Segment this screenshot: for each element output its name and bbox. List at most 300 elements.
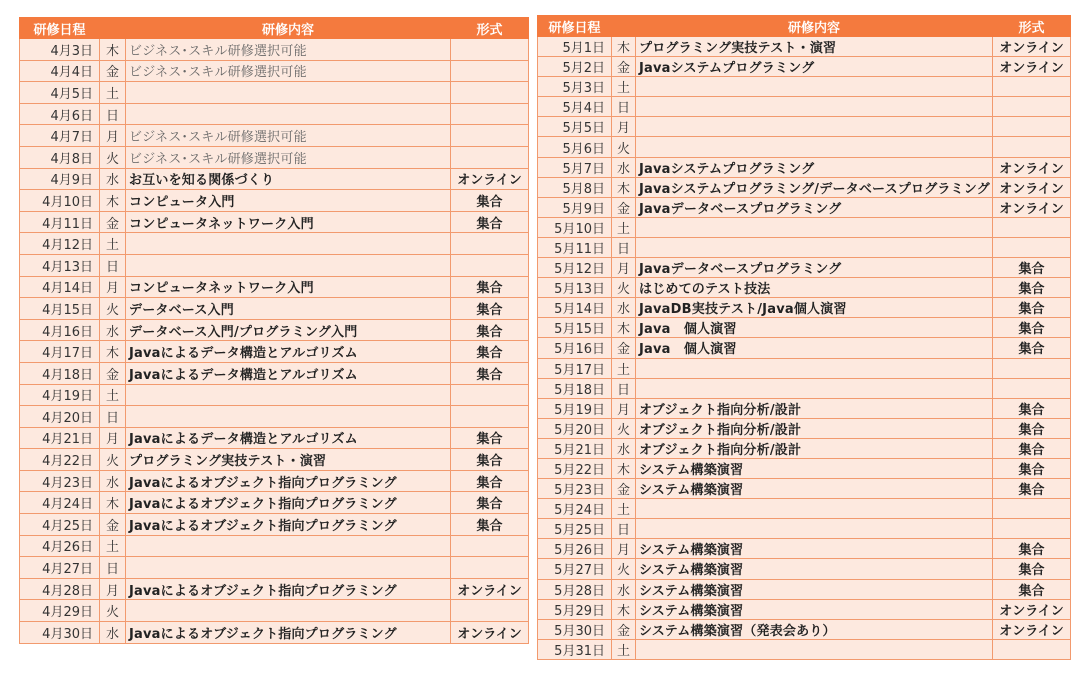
content-cell: JavaDB実技テスト/Java個人演習 bbox=[636, 298, 993, 318]
date-cell: 4月29日 bbox=[20, 600, 100, 622]
content-cell bbox=[636, 237, 993, 257]
table-row bbox=[20, 341, 529, 363]
day-of-week-cell: 火 bbox=[612, 418, 636, 438]
table-row bbox=[538, 258, 1071, 278]
day-of-week-cell: 木 bbox=[612, 177, 636, 197]
date-cell: 5月31日 bbox=[538, 639, 612, 659]
content-cell: オブジェクト指向分析/設計 bbox=[636, 398, 993, 418]
format-cell bbox=[993, 77, 1071, 97]
table-row bbox=[20, 535, 529, 557]
format-cell bbox=[451, 557, 529, 579]
format-cell bbox=[993, 237, 1071, 257]
table-row bbox=[538, 37, 1071, 57]
content-cell: システム構築演習 bbox=[636, 458, 993, 478]
table-row bbox=[538, 318, 1071, 338]
content-cell: システム構築演習 bbox=[636, 539, 993, 559]
format-cell: オンライン bbox=[451, 622, 529, 644]
date-cell: 5月29日 bbox=[538, 599, 612, 619]
content-cell: オブジェクト指向分析/設計 bbox=[636, 418, 993, 438]
format-cell bbox=[451, 600, 529, 622]
date-cell: 5月11日 bbox=[538, 237, 612, 257]
day-of-week-cell: 水 bbox=[100, 622, 126, 644]
date-cell: 5月5日 bbox=[538, 117, 612, 137]
format-cell: 集合 bbox=[451, 449, 529, 471]
day-of-week-cell: 木 bbox=[612, 318, 636, 338]
format-cell bbox=[451, 103, 529, 125]
format-cell bbox=[451, 60, 529, 82]
date-cell: 5月19日 bbox=[538, 398, 612, 418]
format-cell: オンライン bbox=[993, 177, 1071, 197]
format-cell: 集合 bbox=[993, 579, 1071, 599]
content-cell: Java 個人演習 bbox=[636, 338, 993, 358]
day-of-week-cell: 金 bbox=[612, 57, 636, 77]
day-of-week-cell: 金 bbox=[612, 197, 636, 217]
content-cell bbox=[126, 384, 451, 406]
format-cell: オンライン bbox=[451, 168, 529, 190]
day-of-week-cell: 土 bbox=[100, 535, 126, 557]
format-cell: オンライン bbox=[993, 599, 1071, 619]
content-cell bbox=[636, 137, 993, 157]
table-row bbox=[538, 217, 1071, 237]
content-cell: コンピュータ入門 bbox=[126, 190, 451, 212]
day-of-week-cell: 日 bbox=[100, 103, 126, 125]
date-cell: 5月18日 bbox=[538, 378, 612, 398]
content-cell: コンピュータネットワーク入門 bbox=[126, 211, 451, 233]
date-cell: 5月24日 bbox=[538, 499, 612, 519]
table-row bbox=[20, 600, 529, 622]
date-cell: 5月4日 bbox=[538, 97, 612, 117]
day-of-week-cell: 火 bbox=[100, 600, 126, 622]
date-cell: 5月25日 bbox=[538, 519, 612, 539]
table-row bbox=[20, 233, 529, 255]
table-row bbox=[538, 519, 1071, 539]
table-row bbox=[20, 60, 529, 82]
day-of-week-cell: 土 bbox=[100, 233, 126, 255]
day-of-week-cell: 金 bbox=[612, 479, 636, 499]
table-row bbox=[20, 82, 529, 104]
date-cell: 4月30日 bbox=[20, 622, 100, 644]
date-cell: 5月14日 bbox=[538, 298, 612, 318]
format-cell: オンライン bbox=[993, 57, 1071, 77]
content-cell: はじめてのテスト技法 bbox=[636, 278, 993, 298]
table-row bbox=[20, 557, 529, 579]
header-content: 研修内容 bbox=[636, 16, 993, 37]
format-cell bbox=[993, 639, 1071, 659]
date-cell: 5月16日 bbox=[538, 338, 612, 358]
content-cell: Javaによるオブジェクト指向プログラミング bbox=[126, 514, 451, 536]
day-of-week-cell: 水 bbox=[612, 298, 636, 318]
content-cell bbox=[126, 103, 451, 125]
format-cell: 集合 bbox=[451, 341, 529, 363]
table-row bbox=[538, 458, 1071, 478]
schedule-table-april bbox=[19, 17, 529, 644]
table-row bbox=[20, 211, 529, 233]
date-cell: 5月8日 bbox=[538, 177, 612, 197]
table-row bbox=[20, 146, 529, 168]
day-of-week-cell: 金 bbox=[100, 60, 126, 82]
table-row bbox=[538, 479, 1071, 499]
day-of-week-cell: 土 bbox=[612, 358, 636, 378]
content-cell: システム構築演習 bbox=[636, 579, 993, 599]
table-row bbox=[538, 639, 1071, 659]
format-cell: 集合 bbox=[451, 276, 529, 298]
date-cell: 4月25日 bbox=[20, 514, 100, 536]
date-cell: 4月4日 bbox=[20, 60, 100, 82]
day-of-week-cell: 水 bbox=[100, 470, 126, 492]
day-of-week-cell: 金 bbox=[100, 211, 126, 233]
table-row bbox=[538, 298, 1071, 318]
date-cell: 4月9日 bbox=[20, 168, 100, 190]
content-cell: Javaシステムプログラミング bbox=[636, 157, 993, 177]
format-cell: オンライン bbox=[451, 578, 529, 600]
table-row bbox=[20, 298, 529, 320]
day-of-week-cell: 月 bbox=[612, 539, 636, 559]
format-cell: 集合 bbox=[451, 514, 529, 536]
format-cell: 集合 bbox=[993, 539, 1071, 559]
format-cell bbox=[993, 378, 1071, 398]
content-cell bbox=[126, 600, 451, 622]
date-cell: 4月21日 bbox=[20, 427, 100, 449]
content-cell: Javaデータベースプログラミング bbox=[636, 258, 993, 278]
table-row bbox=[538, 438, 1071, 458]
format-cell: 集合 bbox=[993, 338, 1071, 358]
day-of-week-cell: 日 bbox=[612, 97, 636, 117]
table-row bbox=[538, 499, 1071, 519]
format-cell: 集合 bbox=[451, 362, 529, 384]
header-row bbox=[538, 16, 1071, 37]
table-row bbox=[20, 276, 529, 298]
format-cell bbox=[451, 535, 529, 557]
format-cell: オンライン bbox=[993, 37, 1071, 57]
date-cell: 4月16日 bbox=[20, 319, 100, 341]
date-cell: 5月23日 bbox=[538, 479, 612, 499]
content-cell bbox=[636, 499, 993, 519]
table-row bbox=[538, 97, 1071, 117]
format-cell bbox=[451, 233, 529, 255]
format-cell bbox=[451, 254, 529, 276]
format-cell: 集合 bbox=[993, 479, 1071, 499]
day-of-week-cell: 水 bbox=[612, 579, 636, 599]
format-cell: 集合 bbox=[993, 318, 1071, 338]
date-cell: 5月9日 bbox=[538, 197, 612, 217]
date-cell: 4月14日 bbox=[20, 276, 100, 298]
day-of-week-cell: 火 bbox=[100, 146, 126, 168]
date-cell: 4月8日 bbox=[20, 146, 100, 168]
date-cell: 5月12日 bbox=[538, 258, 612, 278]
date-cell: 4月24日 bbox=[20, 492, 100, 514]
table-row bbox=[20, 39, 529, 61]
format-cell: 集合 bbox=[993, 438, 1071, 458]
table-row bbox=[538, 177, 1071, 197]
content-cell: お互いを知る関係づくり bbox=[126, 168, 451, 190]
content-cell: ビジネス･スキル研修選択可能 bbox=[126, 146, 451, 168]
day-of-week-cell: 日 bbox=[100, 406, 126, 428]
content-cell: オブジェクト指向分析/設計 bbox=[636, 438, 993, 458]
table-row bbox=[538, 237, 1071, 257]
table-row bbox=[538, 378, 1071, 398]
format-cell: 集合 bbox=[993, 298, 1071, 318]
content-cell bbox=[636, 639, 993, 659]
header-date: 研修日程 bbox=[538, 16, 612, 37]
table-row bbox=[538, 358, 1071, 378]
table-row bbox=[538, 579, 1071, 599]
format-cell bbox=[451, 146, 529, 168]
day-of-week-cell: 金 bbox=[100, 514, 126, 536]
date-cell: 4月6日 bbox=[20, 103, 100, 125]
format-cell: オンライン bbox=[993, 197, 1071, 217]
format-cell: 集合 bbox=[451, 190, 529, 212]
table-row bbox=[538, 599, 1071, 619]
header-content: 研修内容 bbox=[126, 18, 451, 39]
day-of-week-cell: 月 bbox=[100, 578, 126, 600]
content-cell: Javaシステムプログラミング bbox=[636, 57, 993, 77]
content-cell: データベース入門/プログラミング入門 bbox=[126, 319, 451, 341]
header-row bbox=[20, 18, 529, 39]
day-of-week-cell: 木 bbox=[100, 341, 126, 363]
table-row bbox=[538, 157, 1071, 177]
content-cell bbox=[126, 406, 451, 428]
day-of-week-cell: 木 bbox=[612, 599, 636, 619]
format-cell: 集合 bbox=[993, 418, 1071, 438]
format-cell bbox=[451, 125, 529, 147]
day-of-week-cell: 日 bbox=[100, 557, 126, 579]
content-cell bbox=[636, 519, 993, 539]
format-cell bbox=[993, 499, 1071, 519]
date-cell: 5月17日 bbox=[538, 358, 612, 378]
date-cell: 5月10日 bbox=[538, 217, 612, 237]
content-cell: プログラミング実技テスト・演習 bbox=[636, 37, 993, 57]
date-cell: 4月13日 bbox=[20, 254, 100, 276]
day-of-week-cell: 日 bbox=[612, 519, 636, 539]
content-cell: Javaによるデータ構造とアルゴリズム bbox=[126, 427, 451, 449]
date-cell: 4月10日 bbox=[20, 190, 100, 212]
format-cell: 集合 bbox=[451, 470, 529, 492]
date-cell: 4月5日 bbox=[20, 82, 100, 104]
content-cell: Javaによるオブジェクト指向プログラミング bbox=[126, 578, 451, 600]
format-cell: 集合 bbox=[993, 398, 1071, 418]
format-cell bbox=[993, 117, 1071, 137]
format-cell bbox=[993, 137, 1071, 157]
date-cell: 4月11日 bbox=[20, 211, 100, 233]
day-of-week-cell: 水 bbox=[612, 157, 636, 177]
table-row bbox=[20, 168, 529, 190]
header-format: 形式 bbox=[451, 18, 529, 39]
table-row bbox=[538, 197, 1071, 217]
day-of-week-cell: 月 bbox=[612, 258, 636, 278]
date-cell: 5月30日 bbox=[538, 619, 612, 639]
content-cell bbox=[636, 77, 993, 97]
day-of-week-cell: 水 bbox=[612, 438, 636, 458]
content-cell bbox=[126, 233, 451, 255]
format-cell: 集合 bbox=[451, 427, 529, 449]
format-cell bbox=[993, 358, 1071, 378]
content-cell bbox=[126, 254, 451, 276]
date-cell: 4月28日 bbox=[20, 578, 100, 600]
date-cell: 4月7日 bbox=[20, 125, 100, 147]
date-cell: 4月22日 bbox=[20, 449, 100, 471]
day-of-week-cell: 月 bbox=[100, 125, 126, 147]
content-cell bbox=[636, 97, 993, 117]
content-cell: Javaによるデータ構造とアルゴリズム bbox=[126, 362, 451, 384]
format-cell: 集合 bbox=[993, 278, 1071, 298]
table-row bbox=[538, 619, 1071, 639]
date-cell: 5月6日 bbox=[538, 137, 612, 157]
date-cell: 4月15日 bbox=[20, 298, 100, 320]
date-cell: 4月19日 bbox=[20, 384, 100, 406]
date-cell: 5月22日 bbox=[538, 458, 612, 478]
format-cell bbox=[993, 519, 1071, 539]
date-cell: 5月13日 bbox=[538, 278, 612, 298]
day-of-week-cell: 日 bbox=[612, 237, 636, 257]
date-cell: 4月27日 bbox=[20, 557, 100, 579]
day-of-week-cell: 金 bbox=[612, 619, 636, 639]
day-of-week-cell: 火 bbox=[612, 559, 636, 579]
content-cell bbox=[636, 117, 993, 137]
format-cell: 集合 bbox=[451, 492, 529, 514]
schedule-table-may bbox=[537, 15, 1071, 660]
day-of-week-cell: 土 bbox=[612, 77, 636, 97]
content-cell bbox=[636, 217, 993, 237]
content-cell: コンピュータネットワーク入門 bbox=[126, 276, 451, 298]
date-cell: 4月26日 bbox=[20, 535, 100, 557]
content-cell bbox=[636, 378, 993, 398]
format-cell: 集合 bbox=[451, 298, 529, 320]
table-row bbox=[20, 427, 529, 449]
day-of-week-cell: 月 bbox=[612, 117, 636, 137]
day-of-week-cell: 木 bbox=[612, 37, 636, 57]
content-cell: Javaによるオブジェクト指向プログラミング bbox=[126, 492, 451, 514]
date-cell: 5月21日 bbox=[538, 438, 612, 458]
content-cell: システム構築演習（発表会あり） bbox=[636, 619, 993, 639]
date-cell: 4月12日 bbox=[20, 233, 100, 255]
header-format: 形式 bbox=[993, 16, 1071, 37]
day-of-week-cell: 土 bbox=[612, 639, 636, 659]
header-date: 研修日程 bbox=[20, 18, 100, 39]
format-cell: オンライン bbox=[993, 619, 1071, 639]
day-of-week-cell: 土 bbox=[612, 499, 636, 519]
format-cell: 集合 bbox=[451, 211, 529, 233]
format-cell bbox=[451, 384, 529, 406]
day-of-week-cell: 土 bbox=[100, 384, 126, 406]
day-of-week-cell: 木 bbox=[100, 492, 126, 514]
day-of-week-cell: 火 bbox=[100, 298, 126, 320]
format-cell: 集合 bbox=[993, 559, 1071, 579]
format-cell: 集合 bbox=[993, 458, 1071, 478]
table-row bbox=[538, 418, 1071, 438]
table-row bbox=[538, 278, 1071, 298]
table-row bbox=[20, 254, 529, 276]
day-of-week-cell: 日 bbox=[612, 378, 636, 398]
date-cell: 5月26日 bbox=[538, 539, 612, 559]
day-of-week-cell: 土 bbox=[100, 82, 126, 104]
format-cell bbox=[993, 97, 1071, 117]
table-row bbox=[538, 539, 1071, 559]
date-cell: 4月3日 bbox=[20, 39, 100, 61]
day-of-week-cell: 火 bbox=[612, 137, 636, 157]
content-cell: ビジネス･スキル研修選択可能 bbox=[126, 39, 451, 61]
format-cell: 集合 bbox=[451, 319, 529, 341]
table-row bbox=[20, 362, 529, 384]
table-row bbox=[20, 384, 529, 406]
day-of-week-cell: 日 bbox=[100, 254, 126, 276]
day-of-week-cell: 月 bbox=[100, 276, 126, 298]
table-row bbox=[20, 578, 529, 600]
day-of-week-cell: 金 bbox=[100, 362, 126, 384]
format-cell bbox=[451, 39, 529, 61]
content-cell: システム構築演習 bbox=[636, 559, 993, 579]
content-cell: Java 個人演習 bbox=[636, 318, 993, 338]
content-cell: Javaデータベースプログラミング bbox=[636, 197, 993, 217]
content-cell: Javaシステムプログラミング/データベースプログラミング bbox=[636, 177, 993, 197]
date-cell: 5月27日 bbox=[538, 559, 612, 579]
date-cell: 4月20日 bbox=[20, 406, 100, 428]
content-cell: データベース入門 bbox=[126, 298, 451, 320]
format-cell: 集合 bbox=[993, 258, 1071, 278]
format-cell: オンライン bbox=[993, 157, 1071, 177]
date-cell: 5月7日 bbox=[538, 157, 612, 177]
table-row bbox=[20, 514, 529, 536]
format-cell bbox=[993, 217, 1071, 237]
table-row bbox=[20, 125, 529, 147]
day-of-week-cell: 水 bbox=[100, 168, 126, 190]
day-of-week-cell: 木 bbox=[100, 190, 126, 212]
format-cell bbox=[451, 406, 529, 428]
table-row bbox=[20, 470, 529, 492]
table-row bbox=[538, 398, 1071, 418]
content-cell: システム構築演習 bbox=[636, 479, 993, 499]
table-row bbox=[20, 492, 529, 514]
content-cell: Javaによるオブジェクト指向プログラミング bbox=[126, 470, 451, 492]
header-dow bbox=[100, 18, 126, 39]
table-row bbox=[538, 77, 1071, 97]
content-cell: プログラミング実技テスト・演習 bbox=[126, 449, 451, 471]
content-cell bbox=[126, 535, 451, 557]
date-cell: 5月3日 bbox=[538, 77, 612, 97]
day-of-week-cell: 月 bbox=[100, 427, 126, 449]
table-row bbox=[538, 137, 1071, 157]
date-cell: 5月2日 bbox=[538, 57, 612, 77]
table-row bbox=[20, 319, 529, 341]
day-of-week-cell: 月 bbox=[612, 398, 636, 418]
date-cell: 4月23日 bbox=[20, 470, 100, 492]
date-cell: 5月20日 bbox=[538, 418, 612, 438]
header-dow bbox=[612, 16, 636, 37]
content-cell bbox=[126, 557, 451, 579]
date-cell: 4月17日 bbox=[20, 341, 100, 363]
table-row bbox=[20, 449, 529, 471]
date-cell: 5月28日 bbox=[538, 579, 612, 599]
table-row bbox=[538, 559, 1071, 579]
day-of-week-cell: 木 bbox=[100, 39, 126, 61]
day-of-week-cell: 火 bbox=[100, 449, 126, 471]
table-row bbox=[20, 103, 529, 125]
day-of-week-cell: 水 bbox=[100, 319, 126, 341]
content-cell: Javaによるデータ構造とアルゴリズム bbox=[126, 341, 451, 363]
content-cell: システム構築演習 bbox=[636, 599, 993, 619]
table-row bbox=[538, 117, 1071, 137]
content-cell: Javaによるオブジェクト指向プログラミング bbox=[126, 622, 451, 644]
day-of-week-cell: 土 bbox=[612, 217, 636, 237]
date-cell: 4月18日 bbox=[20, 362, 100, 384]
day-of-week-cell: 木 bbox=[612, 458, 636, 478]
day-of-week-cell: 金 bbox=[612, 338, 636, 358]
date-cell: 5月15日 bbox=[538, 318, 612, 338]
content-cell bbox=[636, 358, 993, 378]
table-row bbox=[20, 190, 529, 212]
content-cell: ビジネス･スキル研修選択可能 bbox=[126, 125, 451, 147]
table-row bbox=[20, 406, 529, 428]
content-cell bbox=[126, 82, 451, 104]
